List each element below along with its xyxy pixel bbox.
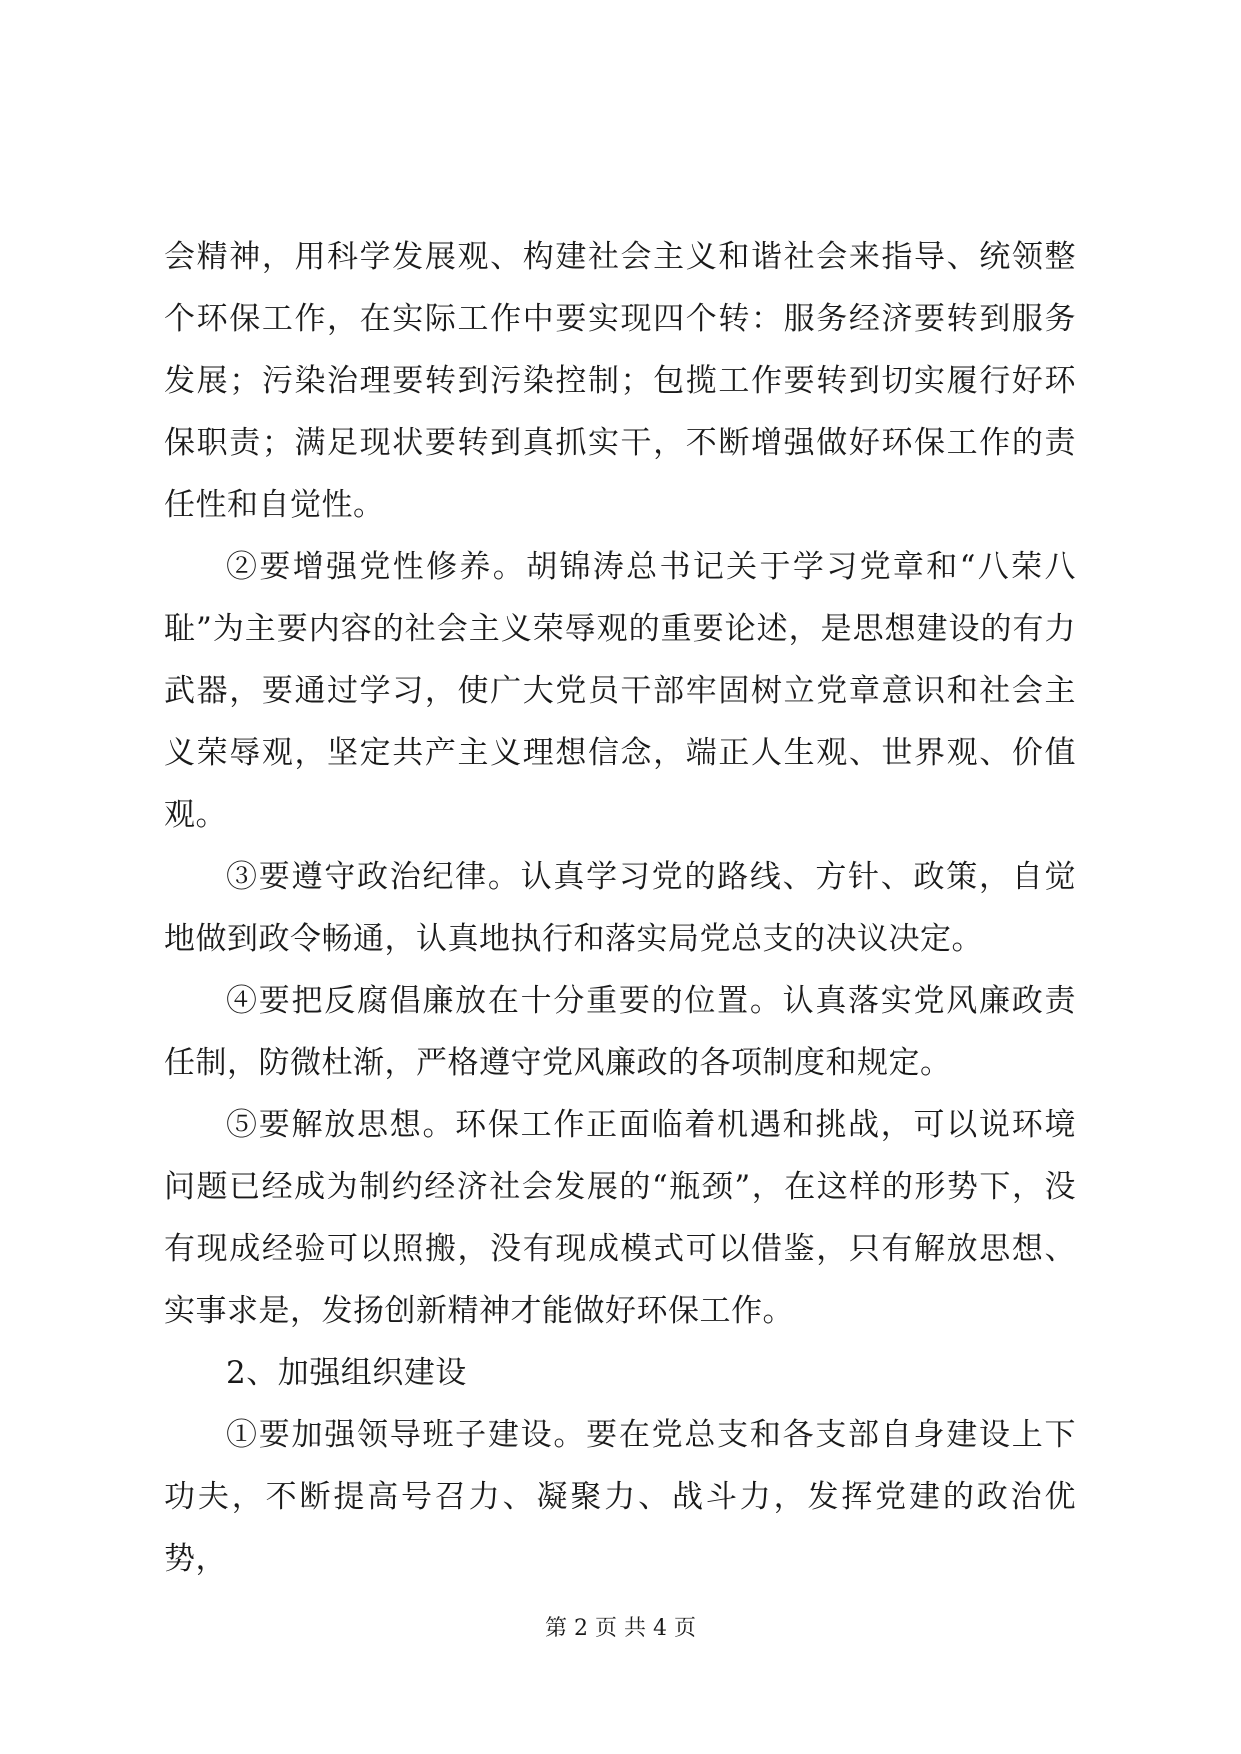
paragraph-emancipate-mind: ⑤要解放思想。环保工作正面临着机遇和挑战，可以说环境问题已经成为制约经济社会发展的“瓶颈”，在这样的形势下，没有现成经验可以照搬，没有现成模式可以借鉴，只有解放思想、实事求是，发扬创新精神才能做好环保工作。 [164,1107,1076,1329]
page-footer: 第 2 页 共 4 页 [545,1616,696,1641]
paragraph-leadership: ①要加强领导班子建设。要在党总支和各支部自身建设上下功夫，不断提高号召力、凝聚力、战斗力，发挥党建的政治优势， [164,1417,1076,1577]
paragraph-party-spirit: ②要增强党性修养。胡锦涛总书记关于学习党章和“八荣八耻”为主要内容的社会主义荣辱观的重要论述，是思想建设的有力武器，要通过学习，使广大党员干部牢固树立党章意识和社会主义荣辱观，坚定共产主义理想信念，端正人生观、世界观、价值观。 [164,549,1076,833]
section-heading-organization: 2、加强组织建设 [226,1355,467,1391]
document-body [164,226,1076,1590]
paragraph-anti-corruption: ④要把反腐倡廉放在十分重要的位置。认真落实党风廉政责任制，防微杜渐，严格遵守党风廉政的各项制度和规定。 [164,983,1076,1081]
paragraph-continuation: 会精神，用科学发展观、构建社会主义和谐社会来指导、统领整个环保工作，在实际工作中要实现四个转：服务经济要转到服务发展；污染治理要转到污染控制；包揽工作要转到切实履行好环保职责；满足现状要转到真抓实干，不断增强做好环保工作的责任性和自觉性。 [164,239,1076,523]
paragraph-political-discipline: ③要遵守政治纪律。认真学习党的路线、方针、政策，自觉地做到政令畅通，认真地执行和落实局党总支的决议决定。 [164,859,1076,957]
